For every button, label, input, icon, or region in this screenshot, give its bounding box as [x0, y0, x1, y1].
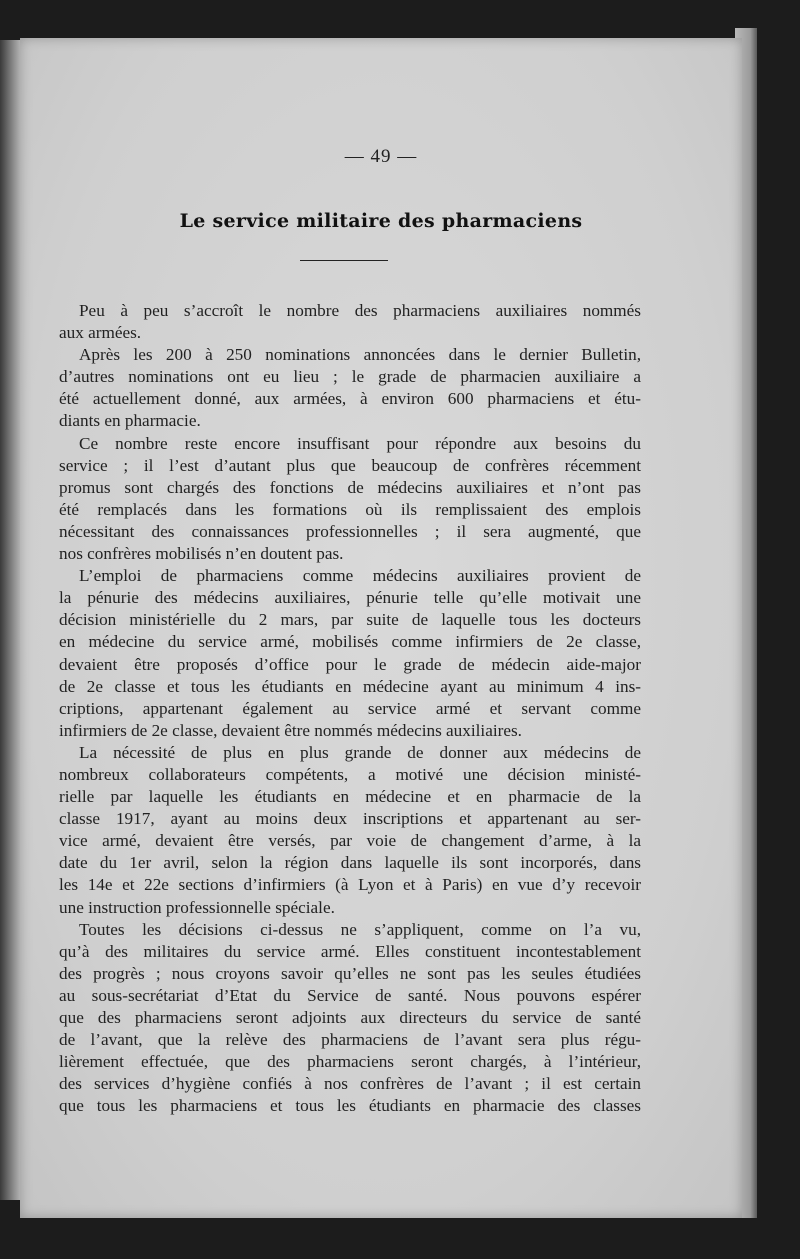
text-line: d’autres nominations ont eu lieu ; le grade de pharmacien auxiliaire a	[59, 367, 641, 387]
text-line: les 14e et 22e sections d’infirmiers (à Lyon et à Paris) en vue d’y recevoir	[59, 875, 641, 895]
text-line: qu’à des militaires du service armé. Elles constituent incontestablement	[59, 941, 641, 961]
text-line: L’emploi de pharmaciens comme médecins auxiliaires provient de	[79, 566, 641, 586]
text-line: devaient être proposés d’office pour le grade de médecin aide-major	[59, 654, 641, 674]
text-line: infirmiers de 2e classe, devaient être nommés médecins auxiliaires.	[59, 720, 522, 740]
text-line: de l’avant, que la relève des pharmaciens de l’avant sera plus régu-	[59, 1030, 641, 1050]
text-line: de 2e classe et tous les étudiants en médecine ayant au minimum 4 ins-	[59, 676, 641, 696]
text-line: promus sont chargés des fonctions de médecins auxiliaires et n’ont pas	[59, 477, 641, 497]
text-line: décision ministérielle du 2 mars, par suite de laquelle tous les docteurs	[59, 610, 641, 630]
text-line: Ce nombre reste encore insuffisant pour répondre aux besoins du	[79, 433, 641, 453]
scan-left-edge	[0, 40, 22, 1200]
title-divider	[300, 260, 388, 261]
text-line: Après les 200 à 250 nominations annoncées dans le dernier Bulletin,	[79, 345, 641, 365]
text-line: vice armé, devaient être versés, par voie de changement d’arme, à la	[59, 831, 641, 851]
text-line: lièrement effectuée, que des pharmaciens seront chargés, à l’intérieur,	[59, 1052, 641, 1072]
text-line: date du 1er avril, selon la région dans laquelle ils sont incorporés, dans	[59, 853, 641, 873]
text-line: la pénurie des médecins auxiliaires, pénurie telle qu’elle motivait une	[59, 588, 641, 608]
text-line: des services d’hygiène confiés à nos confrères de l’avant ; il est certain	[59, 1074, 641, 1094]
text-line: Peu à peu s’accroît le nombre des pharmaciens auxiliaires nommés	[79, 301, 641, 320]
text-line: des progrès ; nous croyons savoir qu’elles ne sont pas les seules étudiées	[59, 963, 641, 983]
text-line: été remplacés dans les formations où ils remplissaient des emplois	[59, 499, 641, 519]
text-line: service ; il l’est d’autant plus que beaucoup de confrères récemment	[59, 455, 641, 475]
text-line: Toutes les décisions ci-dessus ne s’appliquent, comme on l’a vu,	[79, 919, 641, 939]
text-line: que tous les pharmaciens et tous les étudiants en pharmacie des classes	[59, 1096, 641, 1116]
text-line: La nécessité de plus en plus grande de donner aux médecins de	[79, 742, 641, 762]
article-body	[59, 300, 641, 1117]
text-line: rielle par laquelle les étudiants en médecine et en pharmacie de la	[59, 787, 641, 807]
text-line: aux armées.	[59, 323, 142, 343]
text-line: criptions, appartenant également au service armé et servant comme	[59, 698, 641, 718]
text-line: une instruction professionnelle spéciale.	[59, 897, 335, 917]
text-line: en médecine du service armé, mobilisés comme infirmiers de 2e classe,	[59, 632, 641, 652]
text-line: au sous-secrétariat d’Etat du Service de santé. Nous pouvons espérer	[59, 985, 641, 1005]
text-line: nombreux collaborateurs compétents, a motivé une décision ministé-	[59, 764, 641, 784]
article-title: Le service militaire des pharmaciens	[179, 210, 583, 232]
text-line: classe 1917, ayant au moins deux inscriptions et appartenant au ser-	[59, 809, 641, 829]
text-line: nécessitant des connaissances professionnelles ; il sera augmenté, que	[59, 521, 641, 541]
text-line: que des pharmaciens seront adjoints aux directeurs du service de santé	[59, 1008, 641, 1027]
document-page	[20, 38, 742, 1218]
text-line: diants en pharmacie.	[59, 411, 201, 431]
text-line: été actuellement donné, aux armées, à environ 600 pharmaciens et étu-	[59, 389, 641, 409]
page-number: — 49 —	[344, 146, 418, 167]
text-line: nos confrères mobilisés n’en doutent pas.	[59, 544, 344, 564]
